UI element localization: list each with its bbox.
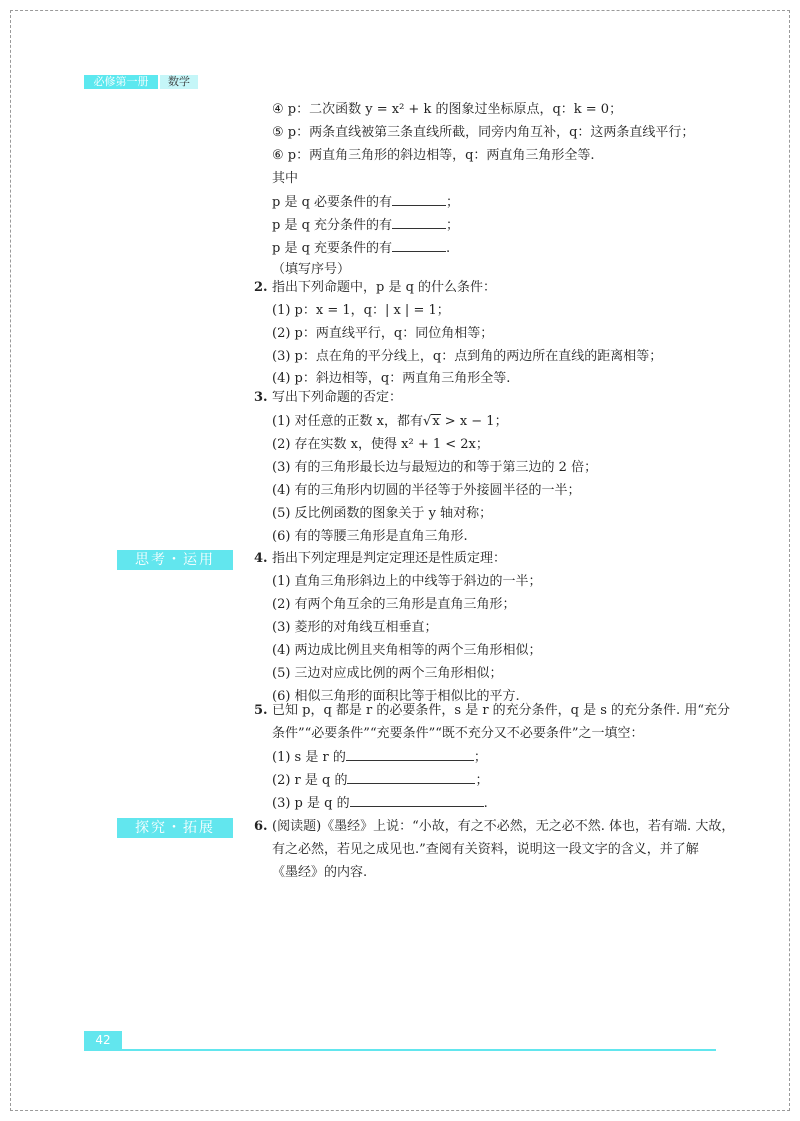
q6-line-2: 有之必然，若见之成见也.”查阅有关资料，说明这一段文字的含义，并了解 [272, 842, 699, 857]
q3-item-1 [272, 413, 508, 431]
q5-fill-3-label: (3) p 是 q 的 [272, 796, 350, 811]
q1-fill-iff [272, 239, 450, 258]
q5-fill-1-end: ； [473, 750, 487, 765]
sqrt-radicand: x [432, 414, 440, 429]
q3-item-2: (2) 存在实数 x，使得 x² + 1 < 2x； [272, 437, 489, 452]
q5-fill-3 [272, 794, 488, 813]
q5-fill-1-label: (1) s 是 r 的 [272, 750, 346, 765]
q5-fill-3-end: . [483, 796, 488, 811]
q5-line-2: 条件”“必要条件”“充要条件”“既不充分又不必要条件”之一填空： [272, 726, 644, 741]
q3-item-1-a: (1) 对任意的正数 x，都有 [272, 414, 424, 429]
subject-tag: 数学 [160, 75, 198, 89]
q3-item-5: (5) 反比例函数的图象关于 y 轴对称； [272, 506, 493, 521]
q1-fill-iff-end: . [446, 241, 451, 256]
q4-item-1: (1) 直角三角形斜边上的中线等于斜边的一半； [272, 574, 542, 589]
q1-fill-necessary [272, 193, 459, 212]
section-explore-extend: 探究・拓展 [117, 818, 233, 838]
q1-fill-necessary-end: ； [446, 195, 460, 210]
answer-blank[interactable] [350, 794, 484, 807]
q2-number: 2. [254, 280, 268, 295]
q3-item-6: (6) 有的等腰三角形是直角三角形. [272, 529, 468, 544]
q5-fill-1 [272, 748, 487, 767]
q3-number: 3. [254, 390, 268, 405]
footer-rule [84, 1049, 716, 1051]
answer-blank[interactable] [392, 193, 446, 206]
q3-item-1-b: > x − 1； [440, 414, 508, 429]
q4-number: 4. [254, 551, 268, 566]
q1-item-5: ⑤ p：两条直线被第三条直线所截，同旁内角互补，q：这两条直线平行； [272, 125, 695, 140]
q2-item-2: (2) p：两直线平行，q：同位角相等； [272, 326, 494, 341]
q2-item-3: (3) p：点在角的平分线上，q：点到角的两边所在直线的距离相等； [272, 349, 663, 364]
q4-item-4: (4) 两边成比例且夹角相等的两个三角形相似； [272, 643, 542, 658]
q2-stem: 指出下列命题中，p 是 q 的什么条件： [272, 280, 497, 295]
q5-number: 5. [254, 703, 268, 718]
q4-stem: 指出下列定理是判定定理还是性质定理： [272, 551, 507, 566]
q1-fill-iff-label: p 是 q 充要条件的有 [272, 241, 393, 256]
section-think-apply: 思考・运用 [117, 550, 233, 570]
q4-item-5: (5) 三边对应成比例的两个三角形相似； [272, 666, 503, 681]
answer-blank[interactable] [347, 771, 475, 784]
page-number: 42 [84, 1031, 122, 1050]
q5-fill-2-label: (2) r 是 q 的 [272, 773, 348, 788]
q6-line-1: (阅读题)《墨经》上说：“小故，有之不必然，无之必不然. 体也，若有端. 大故， [272, 819, 735, 834]
q4-item-6: (6) 相似三角形的面积比等于相似比的平方. [272, 689, 520, 704]
q1-fill-sufficient-label: p 是 q 充分条件的有 [272, 218, 393, 233]
q1-fill-sufficient [272, 216, 459, 235]
sqrt-sign: √ [423, 414, 432, 429]
q6-number: 6. [254, 819, 268, 834]
q1-among: 其中 [272, 171, 299, 186]
q6-line-3: 《墨经》的内容. [272, 865, 368, 880]
q2-item-4: (4) p：斜边相等，q：两直角三角形全等. [272, 371, 511, 386]
q3-item-4: (4) 有的三角形内切圆的半径等于外接圆半径的一半； [272, 483, 581, 498]
q5-fill-2-end: ； [475, 773, 489, 788]
q1-note: （填写序号） [272, 262, 351, 277]
q3-stem: 写出下列命题的否定： [272, 390, 403, 405]
q1-item-6: ⑥ p：两直角三角形的斜边相等，q：两直角三角形全等. [272, 148, 595, 163]
q2-item-1: (1) p：x = 1，q：| x | = 1； [272, 303, 450, 318]
q4-item-2: (2) 有两个角互余的三角形是直角三角形； [272, 597, 516, 612]
q5-line-1: 已知 p，q 都是 r 的必要条件，s 是 r 的充分条件，q 是 s 的充分条件. 用“充分 [272, 703, 730, 718]
book-tag: 必修第一册 [84, 75, 158, 89]
q5-fill-2 [272, 771, 489, 790]
q1-item-4: ④ p：二次函数 y = x² + k 的图象过坐标原点，q：k = 0； [272, 102, 623, 117]
answer-blank[interactable] [346, 748, 474, 761]
answer-blank[interactable] [392, 216, 446, 229]
q1-fill-sufficient-end: ； [446, 218, 460, 233]
q3-item-3: (3) 有的三角形最长边与最短边的和等于第三边的 2 倍； [272, 460, 598, 475]
q4-item-3: (3) 菱形的对角线互相垂直； [272, 620, 438, 635]
answer-blank[interactable] [392, 239, 446, 252]
q1-fill-necessary-label: p 是 q 必要条件的有 [272, 195, 393, 210]
